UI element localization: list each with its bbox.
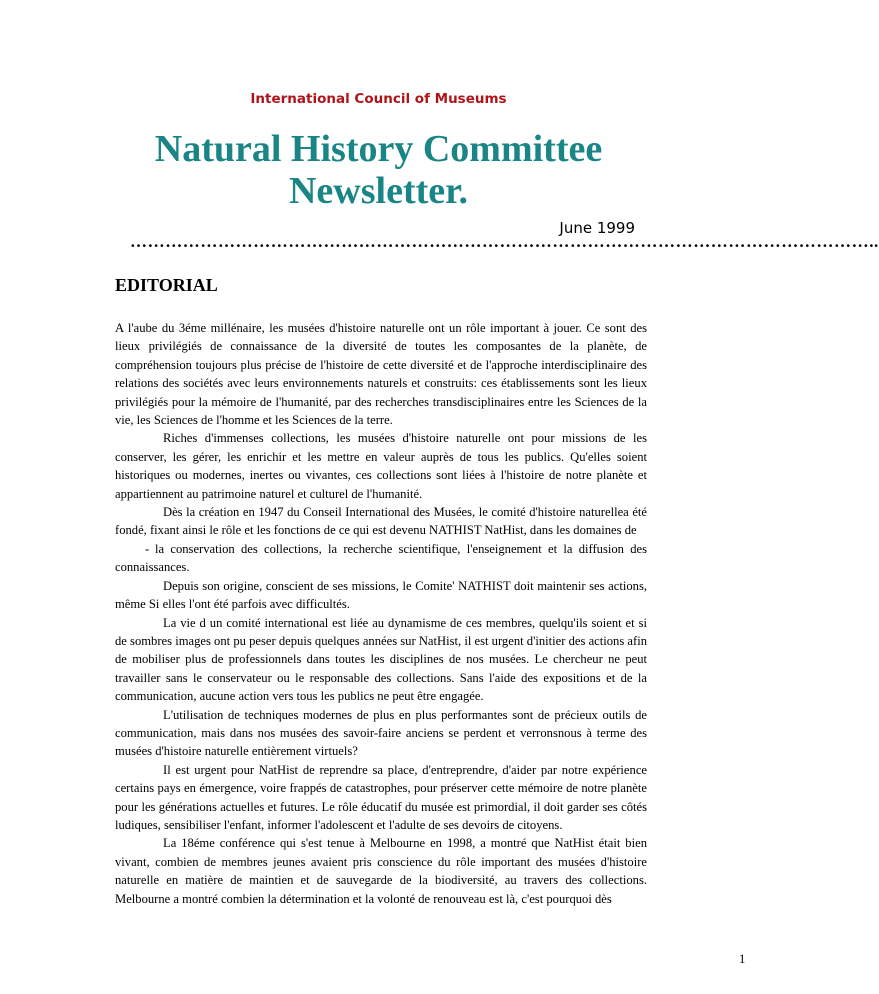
newsletter-title bbox=[0, 128, 757, 212]
title-line-1: Natural History Committee bbox=[154, 128, 603, 170]
issue-date: June 1999 bbox=[559, 219, 635, 237]
paragraph: La vie d un comité international est liée au dynamisme de ces membres, quelqu'ils soient et si de sombres images ont pu peser depuis quelques années sur NatHist, il est urgent d'initier des actions afin de mobiliser plus de professionnels dans toutes les disciplines de nos musées. Le chercheur ne peut travailler sans le conservateur ou le responsable des collections. Sans l'aide des expositions et de la communication, aucune action vers tous les publics ne peut être engagée. bbox=[115, 615, 647, 704]
section-heading: EDITORIAL bbox=[115, 275, 218, 295]
dotted-separator: ……………………………………………………………………………………………………………….. bbox=[130, 232, 879, 251]
paragraph: Riches d'immenses collections, les musées d'histoire naturelle ont pour missions de les conserver, les gérer, les enrichir et les mettre en valeur auprès de tous les publics. Qu'elles soient historiques ou modernes, inertes ou vivantes, ces collections sont liées à l'histoire de notre planète et appartiennent au patrimoine naturel et culturel de l'humanité. bbox=[115, 431, 647, 501]
paragraph: La 18éme conférence qui s'est tenue à Melbourne en 1998, a montré que NatHist était bien vivant, combien de membres jeunes avaient pris conscience du rôle important des musées d'histoire naturelle en matière de maintien et de sauvegarde de la biodiversité, au travers des collections. Melbourne a montré combien la détermination et la volonté de renouveau est là, c'est pourquoi dès bbox=[115, 836, 647, 906]
dash-bullet: - bbox=[145, 541, 150, 556]
list-item-text: la conservation des collections, la recherche scientifique, l'enseignement et la diffusion des connaissances. bbox=[115, 541, 647, 575]
list-item bbox=[115, 540, 647, 577]
title-line-2: Newsletter. bbox=[288, 170, 468, 212]
paragraph: Dès la création en 1947 du Conseil International des Musées, le comité d'histoire naturellea été fondé, fixant ainsi le rôle et les fonctions de ce qui est devenu NATHIST NatHist, dans les domaines de bbox=[115, 505, 647, 538]
paragraph: Il est urgent pour NatHist de reprendre sa place, d'entreprendre, d'aider par notre expérience certains pays en émergence, voire frappés de catastrophes, pour préserver cette mémoire de notre planète pour les générations actuelles et futures. Le rôle éducatif du musée est primordial, il doit garder ses côtés ludiques, sensibiliser l'enfant, informer l'adolescent et l'adulte de ses devoirs de citoyens. bbox=[115, 762, 647, 832]
organization-name: International Council of Museums bbox=[250, 91, 507, 107]
editorial-body bbox=[115, 319, 647, 908]
paragraph: A l'aube du 3éme millénaire, les musées d'histoire naturelle ont un rôle important à jouer. Ce sont des lieux privilégiés de connaissance de la diversité de toutes les composantes de la planète, de compréhension toujours plus précise de l'histoire de cette diversité et de l'approche interdisciplinaire des relations des sociétés avec leurs environnements naturels et construits: ces établissements sont les lieux privilégiés pour la mémoire de l'humanité, par des recherches transdisciplinaires entre les Sciences de la vie, les Sciences de l'homme et les Sciences de la terre. bbox=[115, 321, 647, 428]
page-number: 1 bbox=[739, 952, 746, 966]
paragraph: L'utilisation de techniques modernes de plus en plus performantes sont de précieux outils de communication, mais dans nos musées des savoir-faire anciens se perdent et verronsnous à terme des musées d'histoire naturelle entièrement virtuels? bbox=[115, 707, 647, 759]
paragraph: Depuis son origine, conscient de ses missions, le Comite' NATHIST doit maintenir ses actions, même Si elles l'ont été parfois avec difficultés. bbox=[115, 578, 647, 612]
